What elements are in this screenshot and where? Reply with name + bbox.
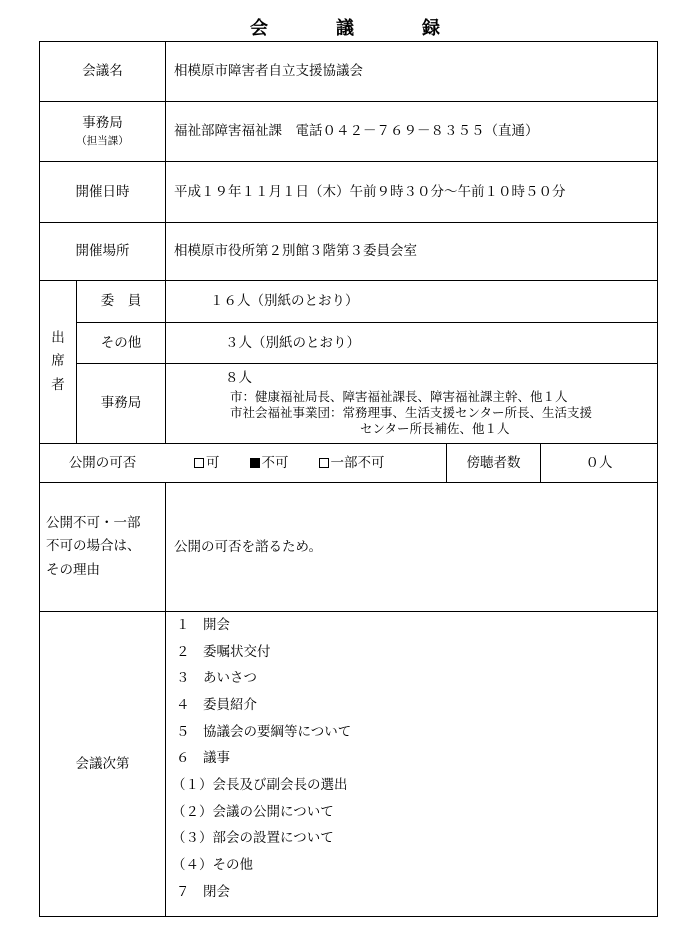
members-label: 委 員 [100, 293, 142, 310]
staff-line-corp: 市社会福祉事業団：常務理事、生活支援センター所長、生活支援 [230, 405, 593, 420]
secretariat-label: 事務局 [82, 114, 123, 131]
list-item: １ 開会 [176, 617, 230, 633]
title-char: 議 [336, 18, 354, 39]
list-item: ３ あいさつ [176, 670, 257, 686]
venue-label: 開催場所 [75, 243, 130, 260]
checkbox-empty-icon [319, 458, 329, 468]
agenda-label: 会議次第 [75, 755, 130, 772]
others-label: その他 [100, 334, 142, 351]
document-title [0, 14, 690, 40]
audience-label: 傍聴者数 [466, 454, 521, 471]
option-public: 可 [194, 455, 220, 471]
meeting-name-value: 相模原市障害者自立支援協議会 [174, 63, 363, 80]
secretariat-value: 福祉部障害福祉課 電話０４２－７６９－８３５５（直通） [174, 123, 539, 140]
audience-value: ０人 [585, 454, 613, 471]
staff-label: 事務局 [100, 395, 142, 412]
attendance-char: 席 [51, 353, 65, 370]
list-item: （４）その他 [172, 857, 253, 873]
list-item: ２ 委嘱状交付 [176, 644, 271, 660]
title-char: 録 [422, 18, 440, 39]
list-item: ４ 委員紹介 [176, 697, 257, 713]
staff-line-corp-cont: センター所長補佐、他１人 [360, 421, 510, 436]
title-char: 会 [250, 18, 268, 39]
reason-value: 公開の可否を諮るため。 [174, 538, 322, 555]
attendance-group-label [40, 281, 76, 443]
disclosure-options [166, 444, 446, 482]
option-partial: 一部不可 [319, 455, 385, 471]
meeting-name-label: 会議名 [82, 63, 123, 80]
list-item: ７ 閉会 [176, 884, 230, 900]
venue-value: 相模原市役所第２別館３階第３委員会室 [174, 243, 417, 260]
list-item: （２）会議の公開について [172, 804, 334, 820]
secretariat-sublabel: （担当課） [76, 134, 129, 147]
checkbox-filled-icon [250, 458, 260, 468]
list-item: （３）部会の設置について [172, 830, 334, 846]
option-private: 不可 [250, 455, 289, 471]
disclosure-label: 公開の可否 [68, 454, 137, 471]
staff-line-city: 市：健康福祉局長、障害福祉課長、障害福祉課主幹、他１人 [230, 389, 568, 404]
datetime-label: 開催日時 [75, 183, 130, 200]
minutes-table [39, 41, 658, 917]
reason-label: 公開不可・一部 不可の場合は、 その理由 [46, 514, 141, 578]
staff-count: ８人 [225, 370, 252, 386]
others-value: ３人（別紙のとおり） [225, 334, 360, 351]
attendance-char: 出 [51, 329, 65, 346]
attendance-char: 者 [51, 376, 65, 393]
list-item: ５ 協議会の要綱等について [176, 724, 352, 740]
datetime-value: 平成１９年１１月１日（木）午前９時３０分～午前１０時５０分 [174, 183, 566, 200]
list-item: （１）会長及び副会長の選出 [172, 777, 348, 793]
members-value: １６人（別紙のとおり） [210, 293, 359, 310]
list-item: ６ 議事 [176, 750, 230, 766]
checkbox-empty-icon [194, 458, 204, 468]
agenda-list [166, 612, 657, 916]
secretariat-label-cell [40, 102, 165, 161]
